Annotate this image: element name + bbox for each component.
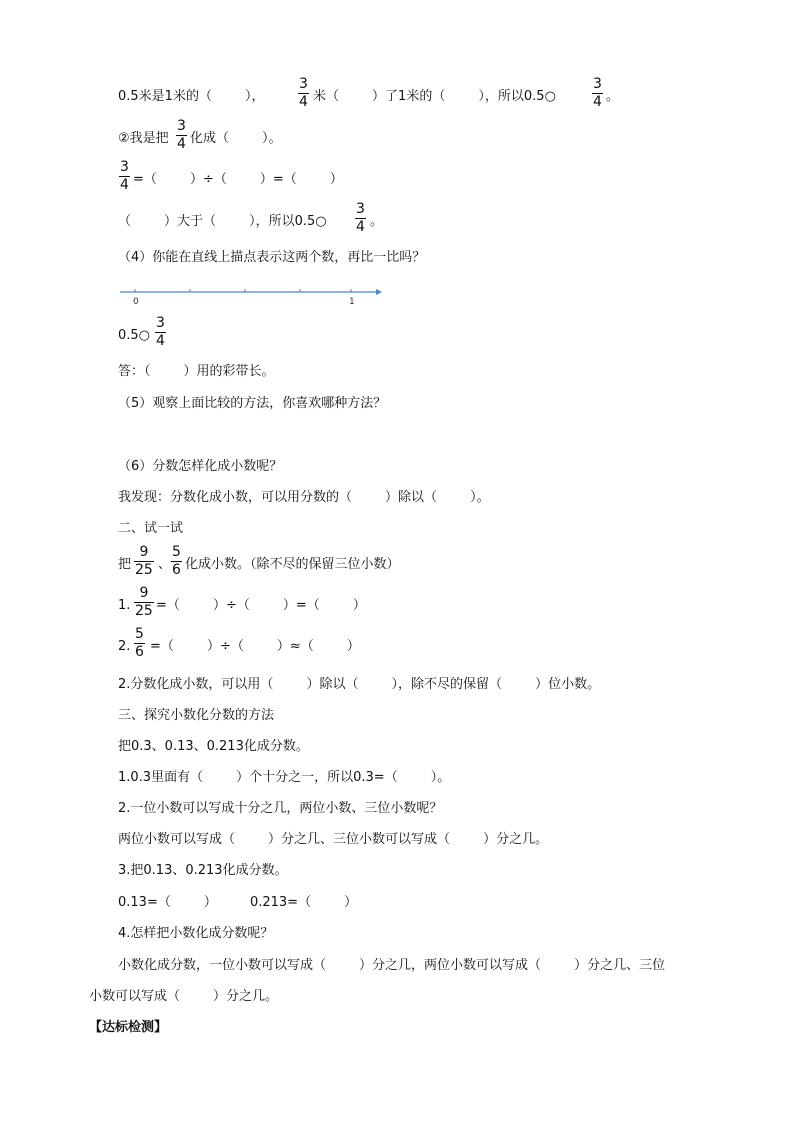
- text-line: 0.13=（ ） 0.213=（ ）: [118, 895, 358, 910]
- text-line: 答：（ ）用的彩带长。: [118, 364, 275, 379]
- numerator: 9: [139, 544, 149, 560]
- text-line: 小数可以写成（ ）分之几。: [89, 989, 279, 1004]
- text-line: 我发现：分数化成小数，可以用分数的（ ）除以（ ）。: [118, 490, 490, 505]
- text-line: 两位小数可以写成（ ）分之几、三位小数可以写成（ ）分之几。: [118, 832, 549, 847]
- fraction-9-25: [134, 586, 154, 619]
- number-line-label-start: 0: [133, 297, 139, 306]
- fraction-9-25: [134, 545, 154, 578]
- numerator: 5: [172, 544, 181, 560]
- fraction-3-4: [176, 119, 187, 152]
- denominator: 6: [135, 644, 144, 660]
- numerator: 3: [156, 315, 165, 331]
- denominator: 4: [299, 94, 308, 110]
- text-line: ②我是把: [118, 131, 169, 146]
- denominator: 6: [172, 562, 181, 578]
- denominator: 4: [120, 177, 129, 193]
- numerator: 3: [120, 159, 129, 175]
- text-line: 1.0.3里面有（ ）个十分之一，所以0.3=（ ）。: [118, 770, 451, 785]
- text-line: =（ ）÷（ ）=（ ）: [133, 172, 343, 187]
- denominator: 4: [177, 136, 186, 152]
- text-line: 。: [370, 214, 384, 229]
- numerator: 9: [139, 585, 149, 601]
- text-line: =（ ）÷（ ）=（ ）: [156, 598, 366, 613]
- text-line: 0.5○: [118, 328, 151, 343]
- section-heading-assessment: 【达标检测】: [89, 1020, 168, 1035]
- section-heading: 三、探究小数化分数的方法: [118, 708, 275, 723]
- denominator: 4: [356, 219, 365, 235]
- text-line: 2.分数化成小数，可以用（ ）除以（ ），除不尽的保留（ ）位小数。: [118, 677, 601, 692]
- text-line: 2.一位小数可以写成十分之几，两位小数、三位小数呢？: [118, 801, 443, 816]
- text-line: （ ）大于（ ），所以0.5○: [118, 214, 327, 229]
- text-line: 3.把0.13、0.213化成分数。: [118, 863, 288, 878]
- fraction-3-4: [298, 77, 309, 110]
- number-line-label-end: 1: [349, 297, 355, 306]
- numerator: 3: [593, 76, 602, 92]
- numerator: 3: [177, 118, 186, 134]
- number-line: [118, 284, 388, 306]
- text-line: =（ ）÷（ ）≈（ ）: [150, 639, 360, 654]
- text-line: 0.5米是1米的（ ），: [118, 89, 265, 104]
- numerator: 5: [135, 626, 144, 642]
- fraction-3-4: [155, 316, 166, 349]
- arrow-head-icon: [376, 289, 382, 295]
- fraction-5-6: [134, 627, 145, 660]
- text-line: 4.怎样把小数化成分数呢？: [118, 926, 274, 941]
- denominator: 25: [135, 603, 153, 619]
- numerator: 3: [299, 76, 308, 92]
- denominator: 25: [135, 562, 153, 578]
- text-line: 把: [118, 557, 132, 572]
- text-line: 小数化成分数，一位小数可以写成（ ）分之几，两位小数可以写成（ ）分之几、三位: [118, 958, 666, 973]
- text-line: 化成（ ）。: [190, 131, 282, 146]
- text-line: （6）分数怎样化成小数呢？: [118, 459, 283, 474]
- fraction-3-4: [355, 202, 366, 235]
- text-line: 1.: [118, 598, 131, 613]
- denominator: 4: [593, 94, 602, 110]
- fraction-3-4: [119, 160, 130, 193]
- text-line: 2.: [118, 639, 131, 654]
- fraction-3-4: [592, 77, 603, 110]
- text-line: 、: [158, 557, 172, 572]
- text-line: 化成小数。（除不尽的保留三位小数）: [185, 557, 400, 572]
- text-line: 把0.3、0.13、0.213化成分数。: [118, 739, 309, 754]
- text-line: （5）观察上面比较的方法，你喜欢哪种方法？: [118, 396, 387, 411]
- numerator: 3: [356, 201, 365, 217]
- text-line: 米（ ）了1米的（ ），所以0.5○: [313, 89, 556, 104]
- fraction-5-6: [171, 545, 182, 578]
- text-line: （4）你能在直线上描点表示这两个数，再比一比吗？: [118, 250, 426, 265]
- denominator: 4: [156, 333, 165, 349]
- section-heading: 二、试一试: [118, 521, 184, 536]
- text-line: 。: [606, 89, 620, 104]
